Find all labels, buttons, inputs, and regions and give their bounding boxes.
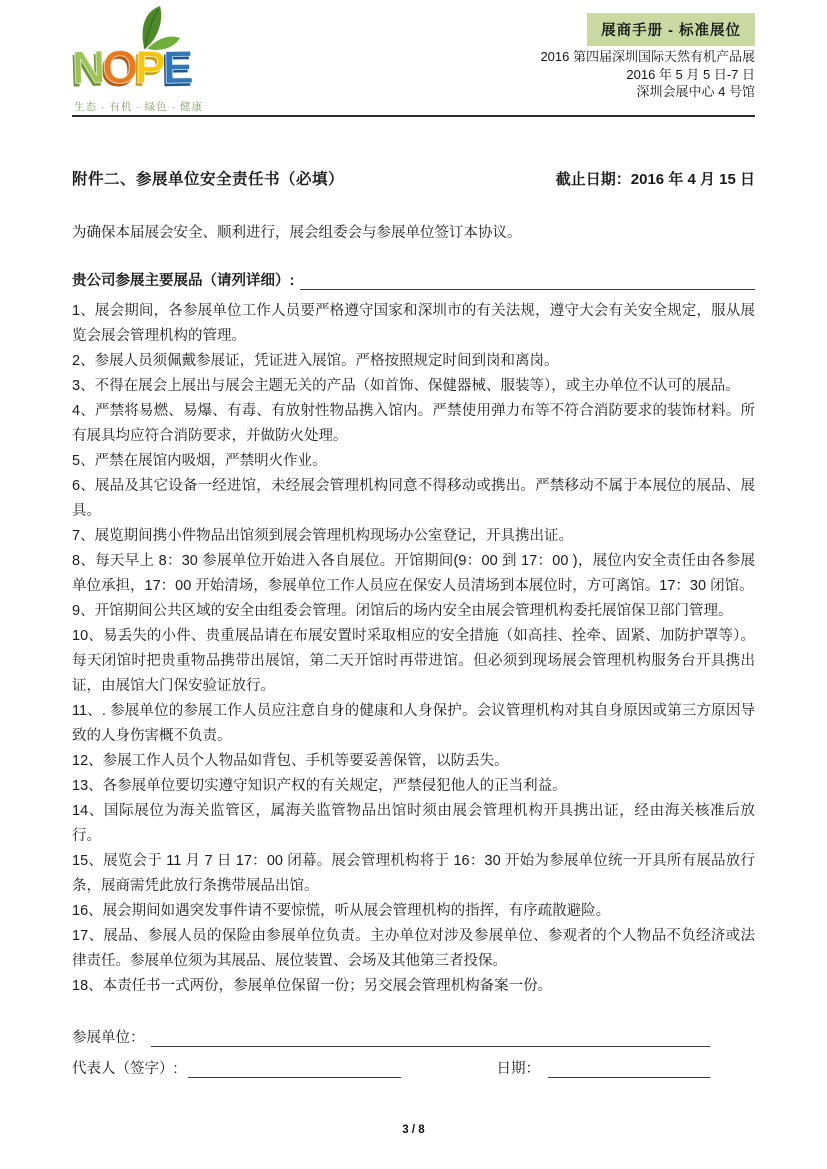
rule-item-10: 10、易丢失的小件、贵重展品请在布展安置时采取相应的安全措施（如高挂、拴牵、固紧、加防护罩等）。每天闭馆时把贵重物品携带出展馆，第二天开馆时再带进馆。但必须到现场展会管理机构服务台开具携出证，由展馆大门保安验证放行。: [72, 628, 755, 694]
rule-item-3: 3、不得在展会上展出与展会主题无关的产品（如首饰、保健器械、服装等），或主办单位不认可的展品。: [72, 378, 740, 394]
rule-item-15: 15、展览会于 11 月 7 日 17：00 闭幕。展会管理机构将于 16：30 开始为参展单位统一开具所有展品放行条，展商需凭此放行条携带展品出馆。: [72, 853, 755, 894]
logo-letter-p: P: [134, 40, 164, 94]
header-divider: [72, 115, 755, 117]
rule-item-17: 17、展品、参展人员的保险由参展单位负责。主办单位对涉及参展单位、参观者的个人物品不负经济或法律责任。参展单位须为其展品、展位装置、会场及其他第三者投保。: [72, 928, 755, 969]
company-label: 参展单位：: [72, 1030, 145, 1046]
rule-item-5: 5、严禁在展馆内吸烟，严禁明火作业。: [72, 453, 327, 469]
page-number: 3 / 8: [402, 1124, 425, 1136]
page-footer: [0, 1124, 827, 1136]
company-fill-line[interactable]: [151, 1030, 711, 1047]
page-title: 附件二、参展单位安全责任书（必填）: [72, 171, 345, 188]
representative-date-row: [72, 1057, 755, 1078]
rule-item-6: 6、展品及其它设备一经进馆，未经展会管理机构同意不得移动或携出。严禁移动不属于本展位的展品、展具。: [72, 478, 755, 519]
rule-item-11: 11、. 参展单位的参展工作人员应注意自身的健康和人身保护。会议管理机构对其自身原因或第三方原因导致的人身伤害概不负责。: [72, 703, 755, 744]
rule-item-9: 9、开馆期间公共区域的安全由组委会管理。闭馆后的场内安全由展会管理机构委托展馆保卫部门管理。: [72, 603, 733, 619]
date-label: 日期：: [496, 1061, 541, 1077]
date-fill-line[interactable]: [548, 1061, 710, 1078]
products-label: 贵公司参展主要展品（请列详细）:: [72, 273, 295, 289]
event-dates: 2016 年 5 月 5 日-7 日: [626, 66, 755, 82]
rule-item-12: 12、参展工作人员个人物品如背包、手机等要妥善保管，以防丢失。: [72, 753, 509, 769]
document-body: [72, 160, 755, 999]
products-row: [72, 269, 755, 290]
products-fill-line[interactable]: [300, 273, 755, 290]
rule-item-4: 4、严禁将易燃、易爆、有毒、有放射性物品携入馆内。严禁使用弹力布等不符合消防要求的装饰材料。所有展具均应符合消防要求，并做防火处理。: [72, 403, 755, 444]
page-header: [72, 0, 755, 117]
logo-tagline: 生态 · 有机 · 绿色 · 健康: [74, 101, 203, 113]
event-venue: 深圳会展中心 4 号馆: [636, 84, 755, 99]
logo-letter-n: N: [71, 40, 104, 94]
logo-letter-e: E: [162, 40, 191, 94]
event-info: [540, 48, 755, 101]
rule-item-2: 2、参展人员须佩戴参展证，凭证进入展馆。严格按照规定时间到岗和离岗。: [72, 353, 559, 369]
rule-item-1: 1、展会期间，各参展单位工作人员要严格遵守国家和深圳市的有关法规，遵守大会有关安全规定，服从展览会展会管理机构的管理。: [72, 303, 755, 344]
title-row: [72, 167, 755, 189]
rules-list: [72, 299, 755, 999]
rule-item-16: 16、展会期间如遇突发事件请不要惊慌，听从展会管理机构的指挥，有序疏散避险。: [72, 903, 611, 919]
event-name: 2016 第四届深圳国际天然有机产品展: [540, 49, 755, 64]
deadline-label: 截止日期：2016 年 4 月 15 日: [555, 171, 755, 188]
signature-section: [72, 1026, 755, 1078]
rule-item-14: 14、国际展位为海关监管区，属海关监管物品出馆时须由展会管理机构开具携出证，经由海关核准后放行。: [72, 803, 755, 844]
logo-letter-o: O: [102, 41, 136, 93]
company-signature-row: [72, 1026, 755, 1047]
intro-paragraph: 为确保本届展会安全、顺利进行，展会组委会与参展单位签订本协议。: [72, 225, 522, 241]
representative-label: 代表人（签字）:: [72, 1061, 178, 1077]
rule-item-13: 13、各参展单位要切实遵守知识产权的有关规定，严禁侵犯他人的正当利益。: [72, 778, 567, 794]
rule-item-8: 8、每天早上 8：30 参展单位开始进入各自展位。开馆期间(9：00 到 17：00 )，展位内安全责任由各参展单位承担，17：00 开始清场，参展单位工作人员应在保安人员清场到本展位时，方可离馆。17：30 闭馆。: [72, 553, 755, 594]
rule-item-7: 7、展览期间携小件物品出馆须到展会管理机构现场办公室登记，开具携出证。: [72, 528, 574, 544]
manual-type-badge: 展商手册 - 标准展位: [587, 13, 755, 46]
logo-word: [71, 40, 191, 94]
representative-fill-line[interactable]: [188, 1061, 401, 1078]
rule-item-18: 18、本责任书一式两份，参展单位保留一份；另交展会管理机构备案一份。: [72, 978, 553, 994]
